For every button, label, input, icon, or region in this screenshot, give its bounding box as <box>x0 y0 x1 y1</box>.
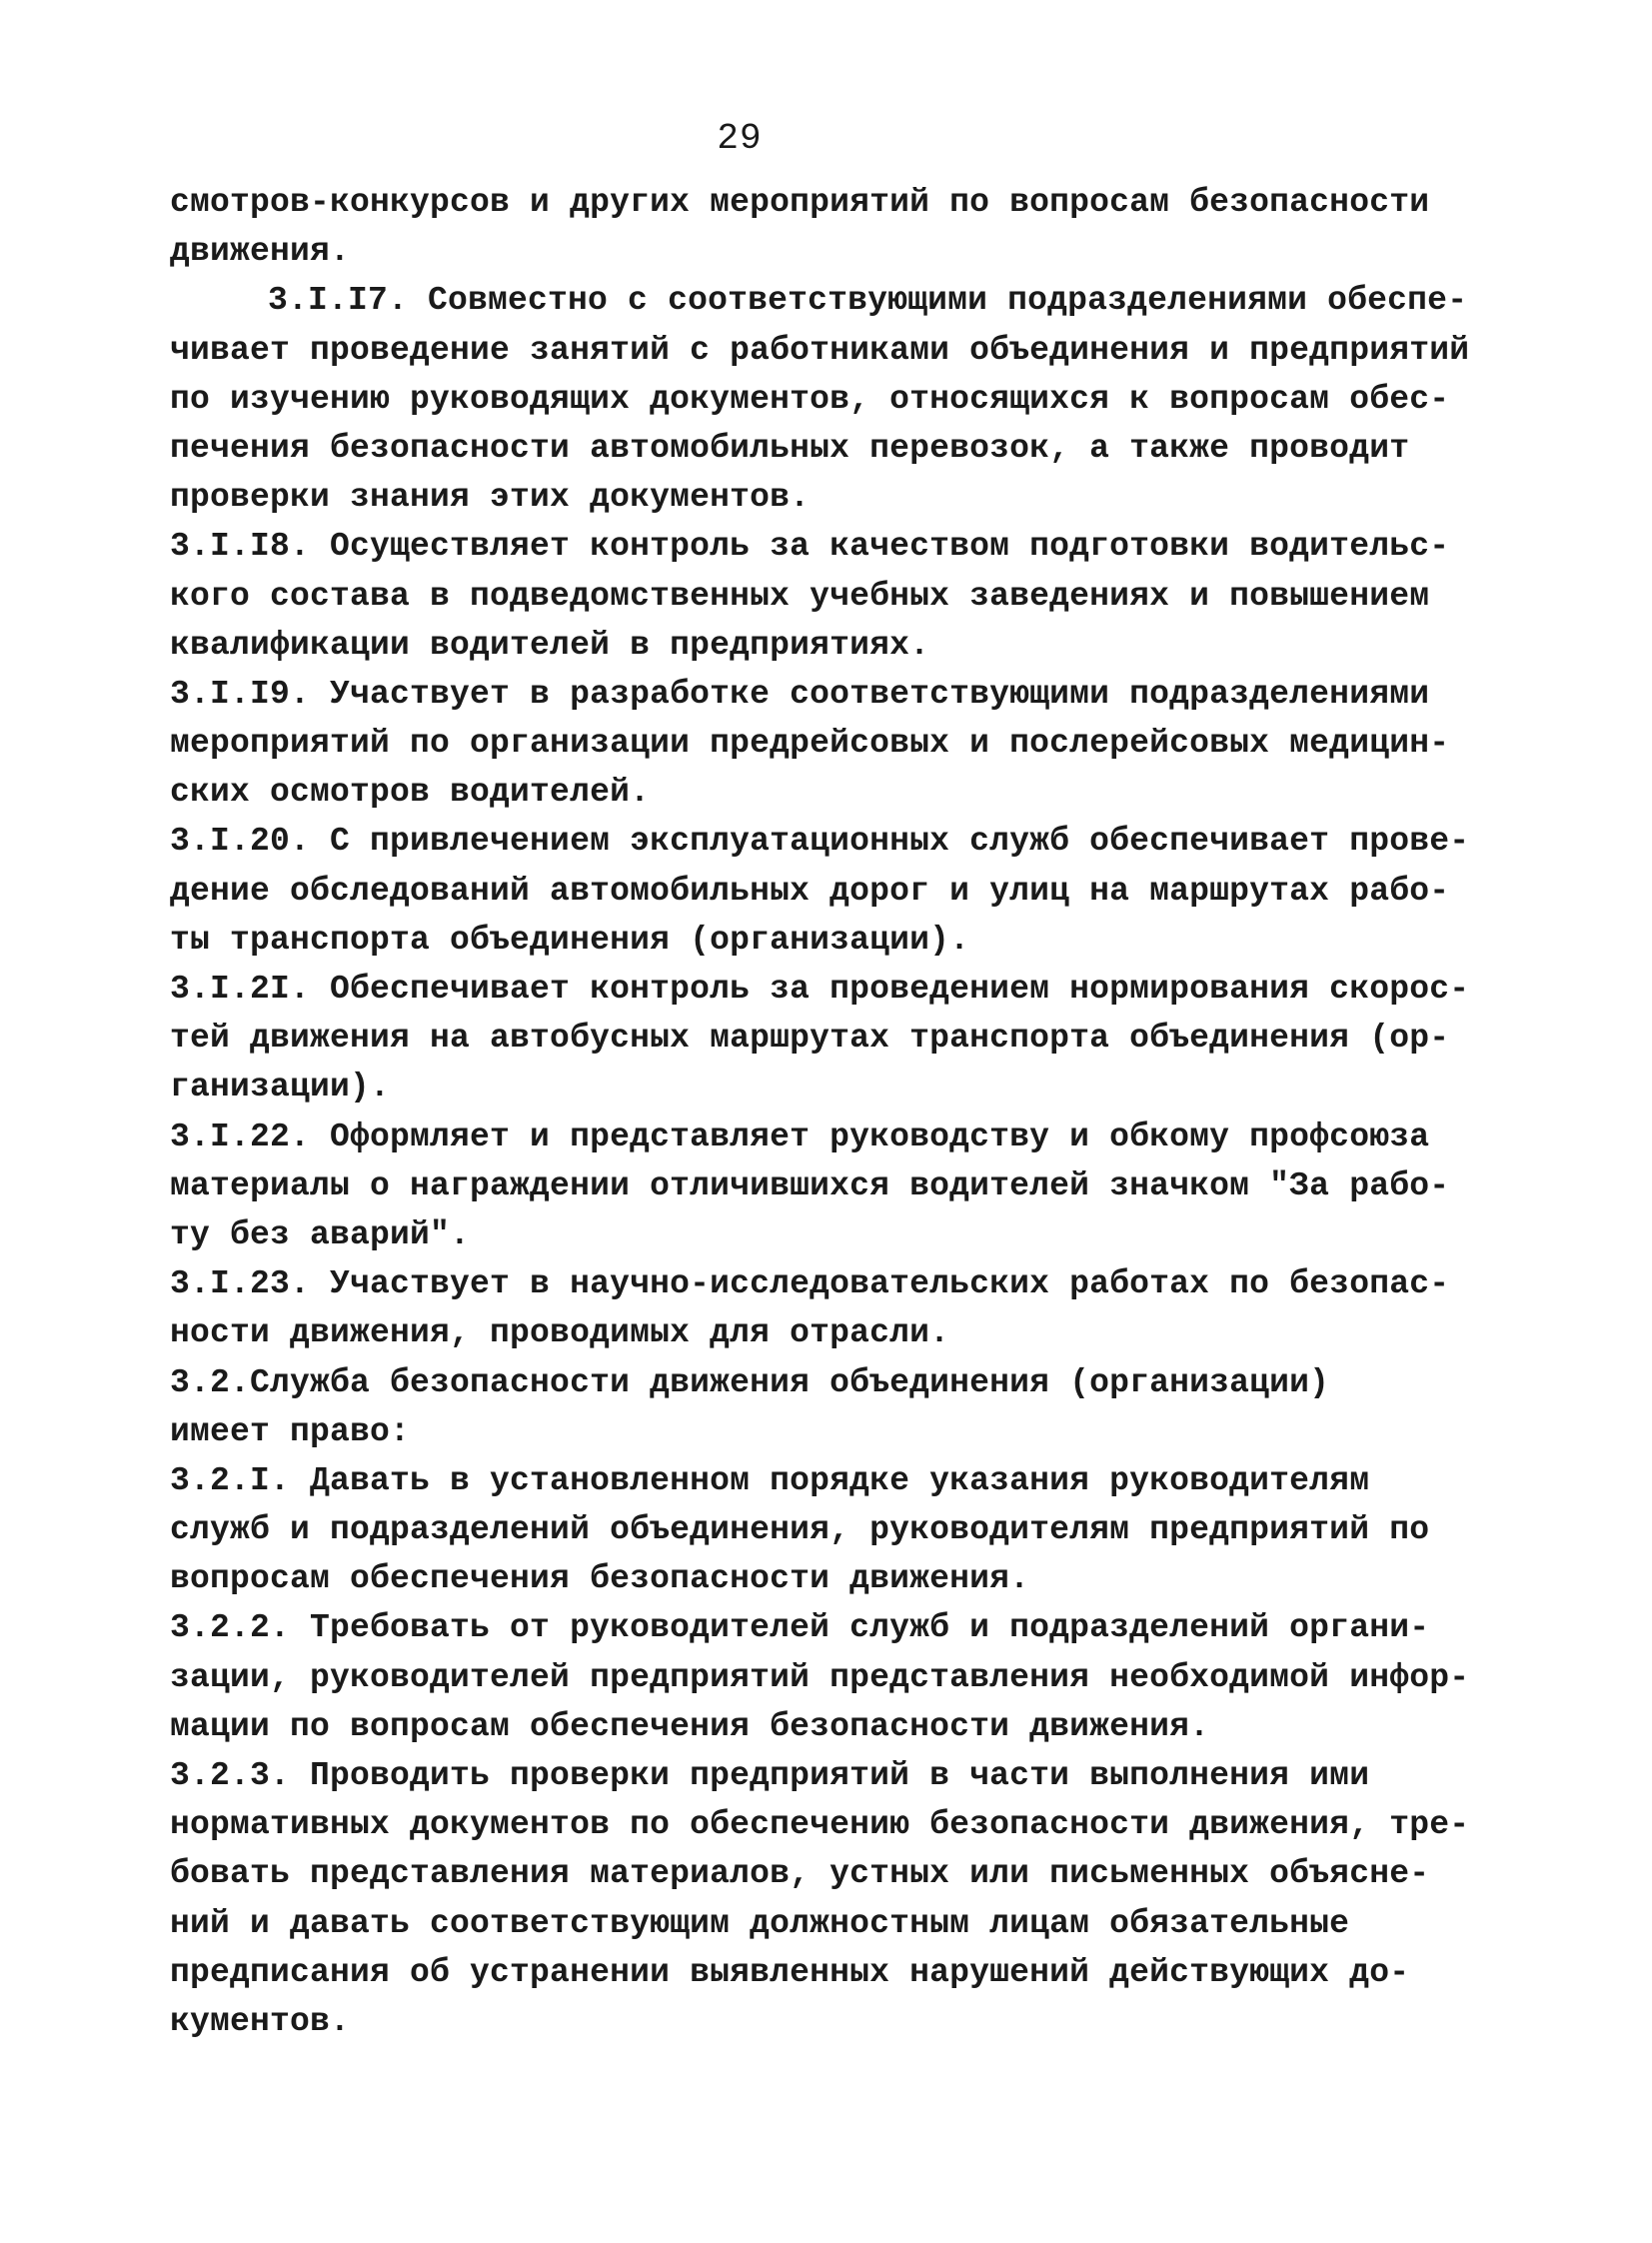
text-line: зации, руководителей предприятий представления необходимой инфор- <box>170 1658 1470 1696</box>
text-line: нормативных документов по обеспечению безопасности движения, тре- <box>170 1806 1470 1844</box>
text-line: кого состава в подведомственных учебных заведениях и повышением <box>170 577 1430 615</box>
text-line: тей движения на автобусных маршрутах транспорта объединения (ор- <box>170 1020 1450 1058</box>
text-line: ганизации). <box>170 1069 391 1107</box>
text-line: мации по вопросам обеспечения безопасности движения. <box>170 1707 1210 1745</box>
text-line: чивает проведение занятий с работниками объединения и предприятий <box>170 331 1470 369</box>
text-line: ских осмотров водителей. <box>170 774 651 812</box>
text-line: 3.I.I9. Участвует в разработке соответствующими подразделениями <box>170 675 1430 713</box>
text-line: мероприятий по организации предрейсовых и послерейсовых медицин- <box>170 725 1450 763</box>
text-line: ту без аварий". <box>170 1215 471 1253</box>
text-line: 3.I.2I. Обеспечивает контроль за проведением нормирования скорос- <box>170 971 1470 1008</box>
text-line: 3.2.I. Давать в установленном порядке указания руководителям <box>170 1461 1370 1499</box>
document-body <box>170 178 1509 2046</box>
text-line: по изучению руководящих документов, относящихся к вопросам обес- <box>170 380 1450 418</box>
text-line: квалификации водителей в предприятиях. <box>170 626 930 664</box>
text-line: материалы о награждении отличившихся водителей значком "За рабо- <box>170 1166 1450 1204</box>
text-line: 3.I.I7. Совместно с соответствующими подразделениями обеспе- <box>268 282 1468 320</box>
text-line: проверки знания этих документов. <box>170 479 811 517</box>
text-line: смотров-конкурсов и других мероприятий по вопросам безопасности <box>170 184 1430 221</box>
text-line: кументов. <box>170 2002 351 2040</box>
text-line: 3.I.20. С привлечением эксплуатационных служб обеспечивает прове- <box>170 823 1470 861</box>
text-line: 3.I.I8. Осуществляет контроль за качеством подготовки водительс- <box>170 528 1450 566</box>
text-line: 3.2.Служба безопасности движения объединения (организации) <box>170 1363 1330 1401</box>
text-line: 3.2.3. Проводить проверки предприятий в части выполнения ими <box>170 1757 1370 1794</box>
text-line: ний и давать соответствующим должностным лицам обязательные <box>170 1904 1350 1942</box>
text-line: дение обследований автомобильных дорог и улиц на маршрутах рабо- <box>170 872 1450 910</box>
text-line: предписания об устранении выявленных нарушений действующих до- <box>170 1953 1410 1991</box>
text-line: бовать представления материалов, устных или письменных объясне- <box>170 1855 1430 1893</box>
text-line: служб и подразделений объединения, руководителям предприятий по <box>170 1511 1430 1549</box>
text-line: движения. <box>170 233 351 271</box>
text-line: 3.2.2. Требовать от руководителей служб и подразделений органи- <box>170 1609 1430 1647</box>
text-line: ности движения, проводимых для отрасли. <box>170 1314 950 1352</box>
text-line: ты транспорта объединения (организации). <box>170 921 970 959</box>
text-line: имеет право: <box>170 1412 411 1450</box>
text-line: печения безопасности автомобильных перевозок, а также проводит <box>170 429 1410 467</box>
text-line: 3.I.23. Участвует в научно-исследовательских работах по безопас- <box>170 1265 1450 1303</box>
page-number: 29 <box>717 118 763 159</box>
text-line: 3.I.22. Оформляет и представляет руководству и обкому профсоюза <box>170 1118 1430 1155</box>
text-line: вопросам обеспечения безопасности движения. <box>170 1560 1030 1598</box>
